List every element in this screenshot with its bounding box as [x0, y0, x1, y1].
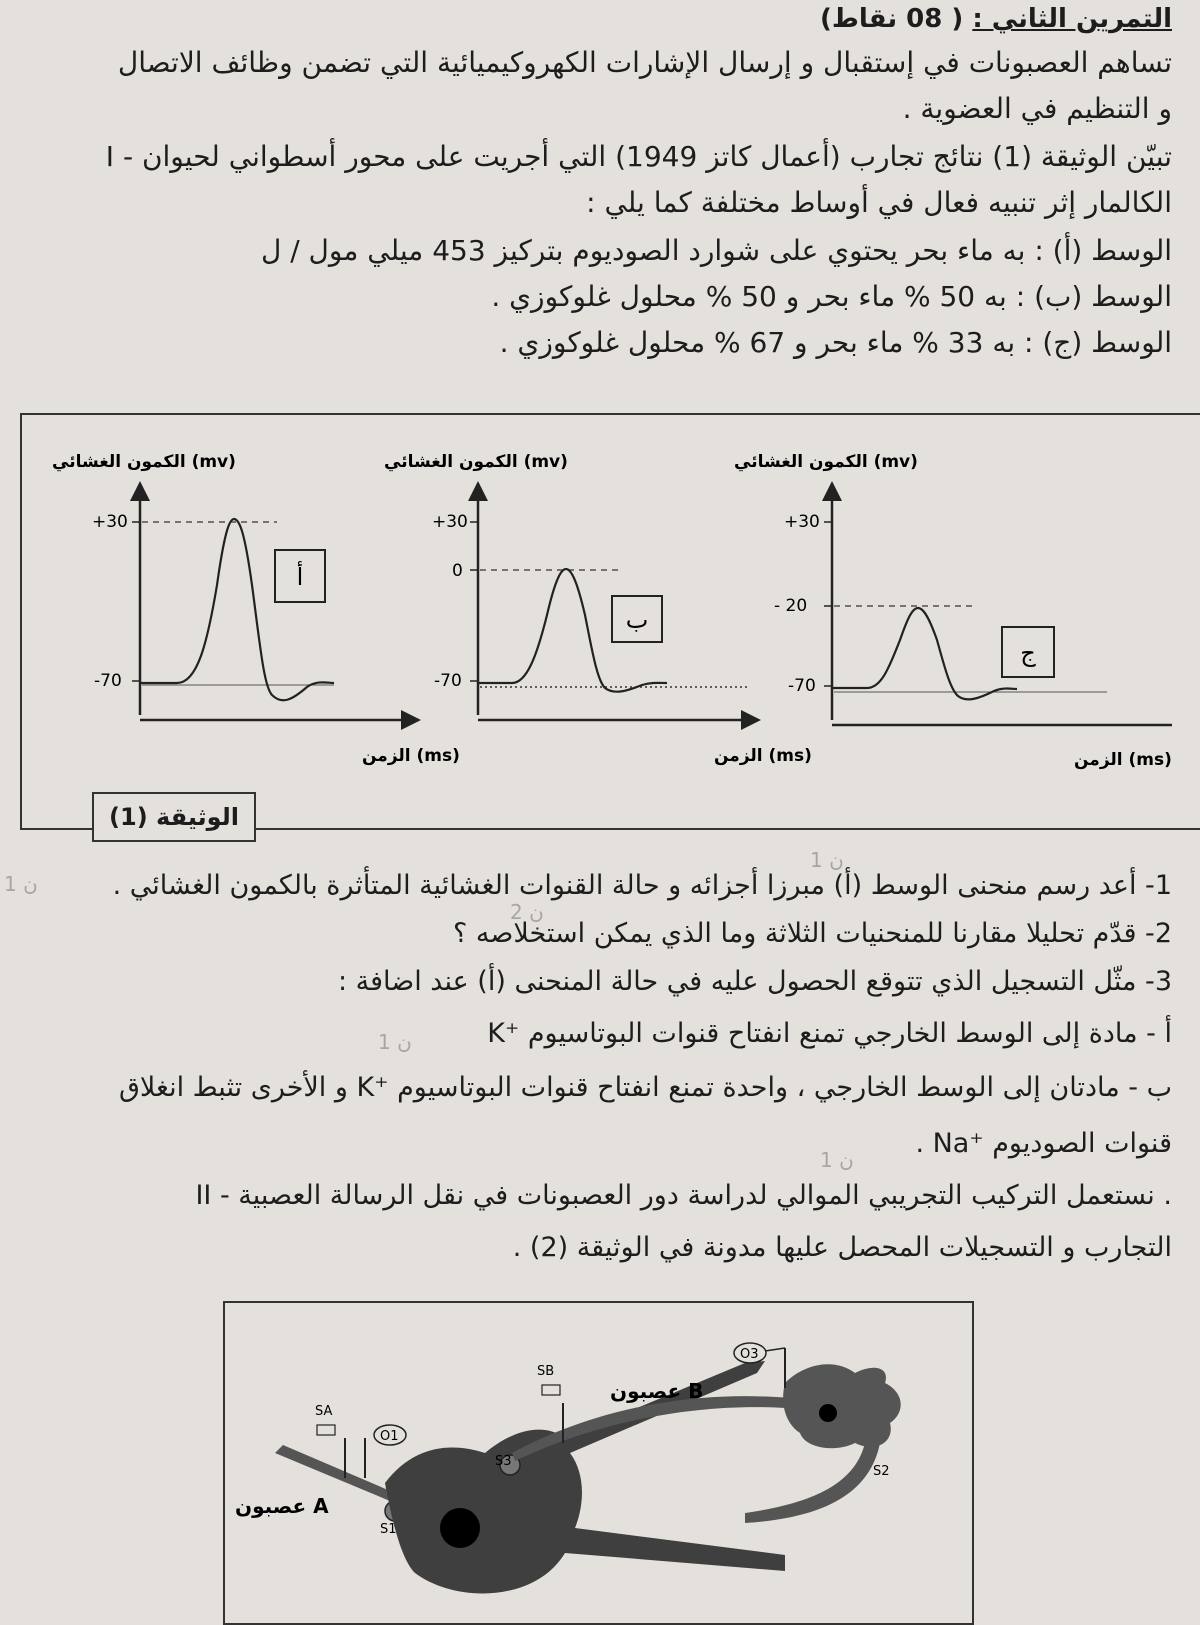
- o1-label: O1: [380, 1429, 399, 1444]
- graph-c-tick-30: +30: [784, 512, 820, 532]
- medium-b: الوسط (ب) : به 50 % ماء بحر و 50 % محلول غلوكوزي .: [491, 280, 1172, 313]
- graph-a-label: أ: [296, 563, 304, 591]
- neuron-b-label: عصبون B: [610, 1379, 704, 1403]
- neuron-b-nucleus: [819, 1404, 837, 1422]
- handwritten-mark-4: 1 ن: [378, 1030, 412, 1054]
- part1-line-1: I - تبيّن الوثيقة (1) نتائج تجارب (أعمال كاتز 1949) التي أجريت على محور أسطواني لحيوان: [105, 140, 1172, 173]
- graph-a-curve: [140, 519, 334, 700]
- handwritten-mark-2: 1 ن: [4, 872, 38, 896]
- part2-line-1: II - نستعمل التركيب التجريبي الموالي لدراسة دور العصبونات في نقل الرسالة العصبية .: [195, 1180, 1172, 1211]
- sa-stimulator-icon: [317, 1425, 335, 1435]
- graph-a-tick-30: +30: [92, 512, 128, 532]
- neuron-b-cell-body: [783, 1364, 901, 1448]
- question-3b-line1: ب - مادتان إلى الوسط الخارجي ، واحدة تمنع انفتاح قنوات البوتاسيوم ⁺K و الأخرى تثبط انغلاق: [118, 1072, 1172, 1103]
- intro-line-1: تساهم العصبونات في إستقبال و إرسال الإشارات الكهروكيميائية التي تضمن وظائف الاتصال: [117, 46, 1172, 79]
- s2-label: S2: [873, 1464, 890, 1479]
- part1-line-2: الكالمار إثر تنبيه فعال في أوساط مختلفة كما يلي :: [586, 186, 1172, 219]
- graph-c-xlabel: الزمن (ms): [1074, 750, 1172, 770]
- question-1: 1- أعد رسم منحنى الوسط (أ) مبرزا أجزائه و حالة القنوات الغشائية المتأثرة بالكمون الغشائي .: [112, 870, 1172, 901]
- question-3: 3- مثّل التسجيل الذي تتوقع الحصول عليه في حالة المنحنى (أ) عند اضافة :: [337, 966, 1172, 997]
- handwritten-mark-5: 1 ن: [820, 1148, 854, 1172]
- document1-frame: [20, 413, 1200, 830]
- medium-a: الوسط (أ) : به ماء بحر يحتوي على شوارد الصوديوم بتركيز 453 ميلي مول / ل: [260, 234, 1172, 267]
- medium-c: الوسط (ج) : به 33 % ماء بحر و 67 % محلول غلوكوزي .: [499, 326, 1172, 359]
- graph-b-tick-30: +30: [432, 512, 468, 532]
- graph-c-ylabel: الكمون الغشائي (mv): [734, 452, 918, 472]
- graph-c-tick-70: -70: [788, 676, 816, 696]
- graph-c-curve: [832, 608, 1017, 699]
- exercise-title-text: التمرين الثاني :: [972, 4, 1172, 34]
- graph-b-xlabel: الزمن (ms): [714, 746, 812, 766]
- question-2: 2- قدّم تحليلا مقارنا للمنحنيات الثلاثة وما الذي يمكن استخلاصه ؟: [453, 918, 1172, 949]
- handwritten-mark-3: 2 ن: [510, 900, 544, 924]
- neuron-a-label: عصبون A: [235, 1494, 329, 1518]
- graph-b-ylabel: الكمون الغشائي (mv): [384, 452, 568, 472]
- graph-c-tick-20: - 20: [774, 596, 808, 616]
- graph-a-ylabel: الكمون الغشائي (mv): [52, 452, 236, 472]
- document2-frame: [223, 1301, 974, 1625]
- graph-a-tick-70: -70: [94, 671, 122, 691]
- graph-b: [384, 452, 812, 766]
- document2-setup-diagram: [225, 1303, 972, 1623]
- neuron-cell-body: [385, 1361, 785, 1593]
- graph-a: [52, 452, 460, 766]
- graph-b-tick-0: 0: [452, 561, 463, 581]
- neuron-a-axon: [275, 1445, 395, 1501]
- document1-graphs: [22, 415, 1200, 828]
- question-3b-line2: قنوات الصوديوم ⁺Na .: [915, 1128, 1172, 1159]
- graph-c-label: ج: [1020, 639, 1036, 667]
- graph-c: [734, 452, 1172, 770]
- s1-label: S1: [380, 1522, 397, 1537]
- sa-label: SA: [315, 1404, 333, 1419]
- exercise-points: ( 08 نقاط): [819, 4, 964, 34]
- neuron-nucleus: [440, 1508, 480, 1548]
- question-3a: أ - مادة إلى الوسط الخارجي تمنع انفتاح قنوات البوتاسيوم ⁺K: [487, 1018, 1172, 1049]
- graph-b-tick-70: -70: [434, 671, 462, 691]
- part2-line-2: التجارب و التسجيلات المحصل عليها مدونة في الوثيقة (2) .: [512, 1232, 1172, 1263]
- neuron-b-dendrite: [745, 1443, 880, 1523]
- intro-line-2: و التنظيم في العضوية .: [902, 92, 1172, 125]
- sb-label: SB: [537, 1364, 555, 1379]
- s3-label: S3: [495, 1454, 512, 1469]
- handwritten-mark-1: 1 ن: [810, 848, 844, 872]
- graph-a-xlabel: الزمن (ms): [362, 746, 460, 766]
- document1-caption: الوثيقة (1): [92, 792, 256, 842]
- o3-label: O3: [740, 1347, 759, 1362]
- graph-b-label: ب: [625, 606, 649, 634]
- exercise-title: [820, 4, 1172, 34]
- sb-stimulator-icon: [542, 1385, 560, 1395]
